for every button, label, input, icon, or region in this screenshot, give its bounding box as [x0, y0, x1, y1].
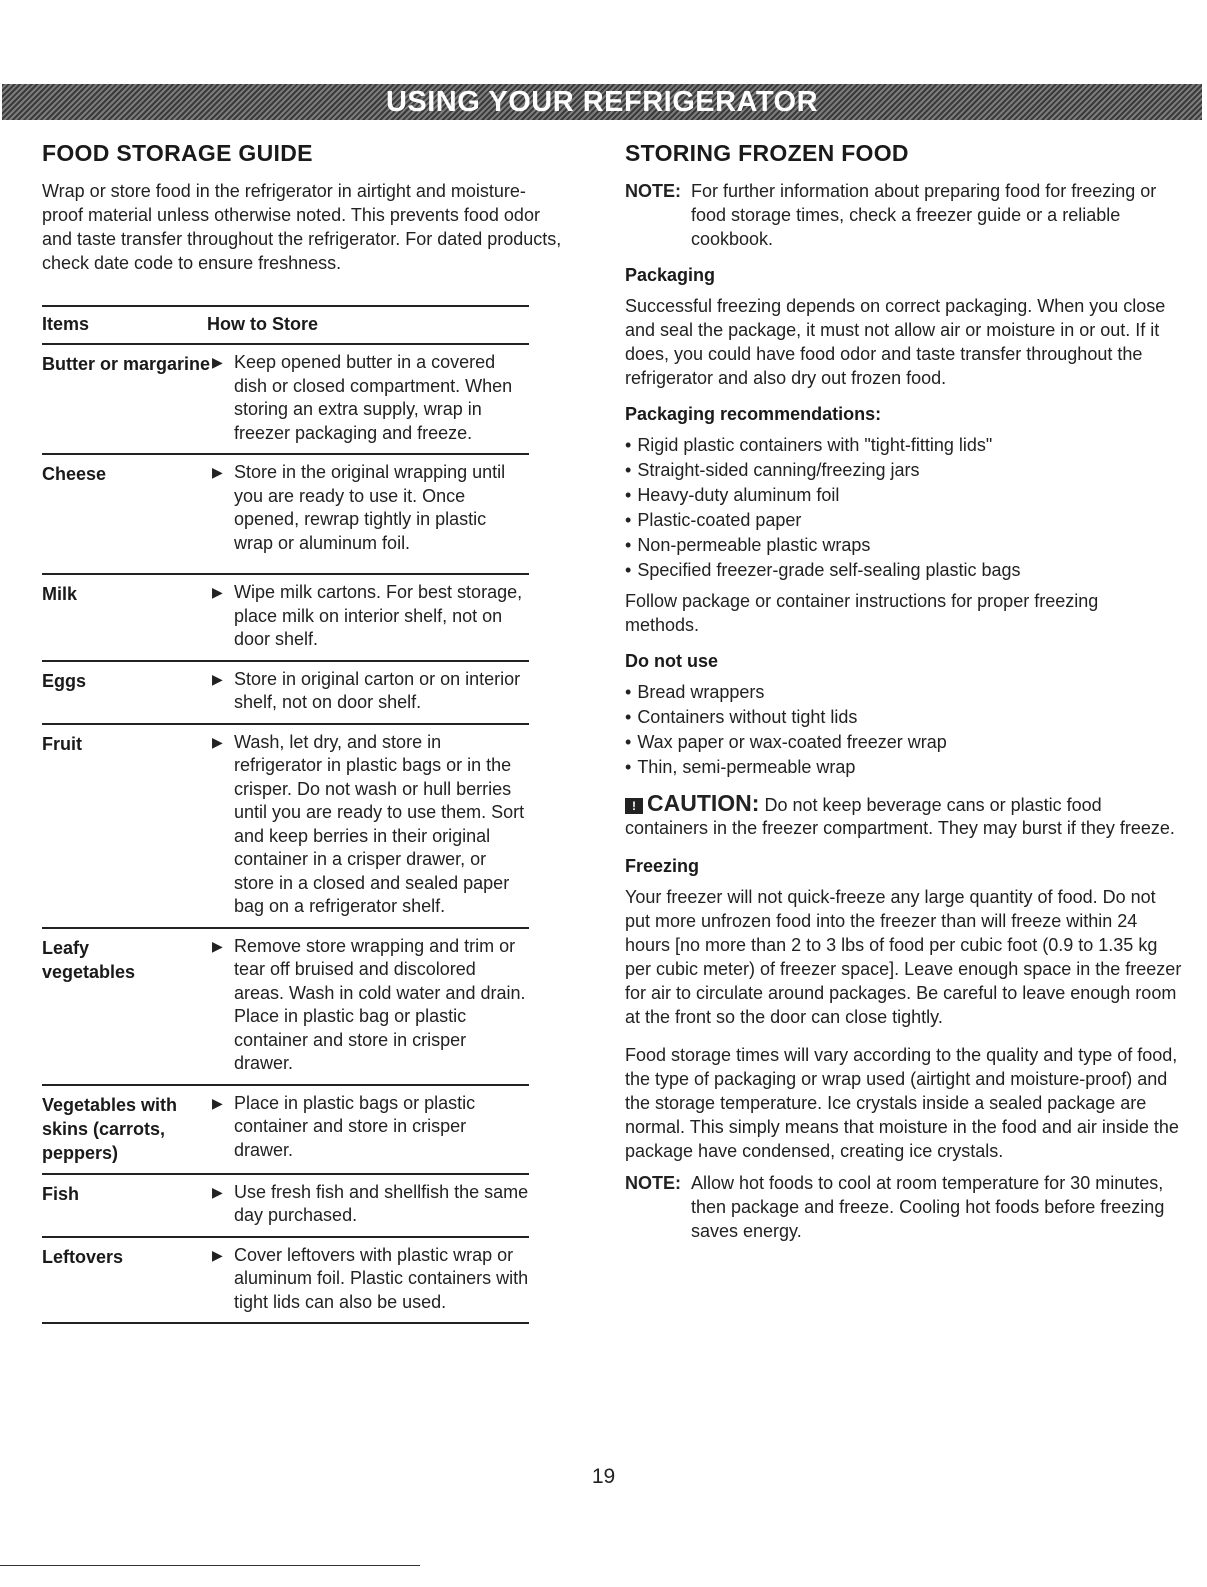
arrow-icon: ▶: [212, 1183, 223, 1200]
food-storage-guide: [42, 140, 562, 1324]
list-item: • Thin, semi-permeable wrap: [625, 755, 1185, 780]
arrow-icon: ▶: [212, 584, 223, 600]
table-header: [42, 305, 529, 345]
packaging-heading: Packaging: [625, 265, 716, 285]
row-item: Cheese: [42, 464, 107, 484]
note-cooling: [625, 1171, 1185, 1243]
list-item: • Rigid plastic containers with "tight-fitting lids": [625, 433, 1185, 458]
note-label: NOTE:: [625, 1173, 681, 1193]
note-further-info: [625, 179, 1185, 251]
row-item: Leftovers: [42, 1246, 124, 1267]
row-how: Use fresh fish and shellfish the same day purchased.: [234, 1181, 529, 1225]
header-items: Items: [42, 314, 90, 334]
caution-block: [625, 792, 1185, 840]
table-row: [42, 1086, 529, 1175]
note-label: NOTE:: [625, 181, 681, 201]
row-item: Vegetables with skins (carrots, peppers): [42, 1094, 178, 1163]
banner-title: USING YOUR REFRIGERATOR: [385, 85, 819, 118]
table-row: [42, 1175, 529, 1238]
list-item: • Straight-sided canning/freezing jars: [625, 458, 1185, 483]
row-item: Milk: [42, 584, 78, 604]
row-how: Remove store wrapping and trim or tear off bruised and discolored areas. Wash in cold water and drain. Place in plastic bag or plastic container and store in crisper drawer.: [234, 935, 526, 1073]
row-how: Keep opened butter in a covered dish or closed compartment. When storing an extra supply, wrap in freezer packaging and freeze.: [234, 352, 513, 443]
row-how: Place in plastic bags or plastic container and store in crisper drawer.: [234, 1092, 476, 1160]
caution-label: CAUTION:: [647, 790, 760, 816]
row-how: Wash, let dry, and store in refrigerator in plastic bags or in the crisper. Do not wash or hull berries until you are ready to use them. Sort and keep berries in their original container in a crisper drawer, or store in a closed and sealed paper bag on a refrigerator shelf.: [234, 731, 525, 916]
do-not-use-list: [625, 680, 1185, 780]
table-row: [42, 345, 529, 455]
footer-divider: [0, 1565, 420, 1566]
header-how-to-store: How to Store: [207, 314, 318, 334]
list-item: • Heavy-duty aluminum foil: [625, 483, 1185, 508]
frozen-food-title: STORING FROZEN FOOD: [625, 140, 909, 166]
note-text: Allow hot foods to cool at room temperature for 30 minutes, then package and freeze. Cooling hot foods before freezing saves energy.: [691, 1173, 1165, 1241]
arrow-icon: ▶: [212, 1094, 223, 1111]
storing-frozen-food: [625, 140, 1185, 1243]
follow-instructions: Follow package or container instructions for proper freezing methods.: [625, 591, 1099, 635]
food-storage-title: FOOD STORAGE GUIDE: [42, 140, 313, 166]
list-item: • Plastic-coated paper: [625, 508, 1185, 533]
row-item: Leafy vegetables: [42, 937, 136, 982]
packaging-text: Successful freezing depends on correct packaging. When you close and seal the package, it must not allow air or moisture in or out. If it does, you could have food odor and taste transfer throughout the refrigerator and also dry out frozen food.: [625, 296, 1166, 388]
arrow-icon: ▶: [212, 733, 223, 750]
do-not-use-heading: Do not use: [625, 651, 718, 671]
list-item: • Containers without tight lids: [625, 705, 1185, 730]
list-item: • Bread wrappers: [625, 680, 1185, 705]
freezing-text: Your freezer will not quick-freeze any large quantity of food. Do not put more unfrozen food into the freezer than will freeze within 24 hours [no more than 2 to 3 lbs of food per cubic foot (0.9 to 1.35 kg per cubic meter) of freezer space]. Leave enough space in the freezer for air to circulate around packages. Be careful to leave enough room at the front so the door can close tightly.: [625, 887, 1182, 1027]
section-banner: [2, 84, 1202, 120]
food-storage-intro: Wrap or store food in the refrigerator in airtight and moisture-proof material unless otherwise noted. This prevents food odor and taste transfer throughout the refrigerator. For dated products, check date code to ensure freshness.: [42, 181, 562, 273]
row-item: Butter or margarine: [42, 354, 211, 374]
row-item: Eggs: [42, 670, 87, 691]
table-row: [42, 929, 529, 1086]
storage-times-text: Food storage times will vary according to the quality and type of food, the type of packaging or wrap used (airtight and moisture-proof) and the storage temperature. Ice crystals inside a sealed package are normal. This simply means that moisture in the food and air inside the package have condensed, creating ice crystals.: [625, 1045, 1179, 1161]
recommendations-list: [625, 433, 1185, 583]
warning-icon: !: [625, 798, 643, 814]
table-row: [42, 725, 529, 929]
table-row: [42, 455, 529, 575]
caution-text: Do not keep beverage cans or plastic food containers in the freezer compartment. They may burst if they freeze.: [625, 795, 1175, 838]
table-row: [42, 662, 529, 725]
storage-table: [42, 305, 529, 1324]
freezing-heading: Freezing: [625, 856, 700, 876]
row-how: Store in original carton or on interior shelf, not on door shelf.: [234, 668, 521, 712]
list-item: • Wax paper or wax-coated freezer wrap: [625, 730, 1185, 755]
arrow-icon: ▶: [212, 670, 223, 687]
note-text: For further information about preparing food for freezing or food storage times, check a freezer guide or a reliable cookbook.: [691, 181, 1157, 249]
row-item: Fish: [42, 1183, 80, 1204]
page-number: 19: [591, 1465, 616, 1488]
row-how: Store in the original wrapping until you are ready to use it. Once opened, rewrap tightly in plastic wrap or aluminum foil.: [234, 462, 506, 553]
table-row: [42, 1238, 529, 1325]
row-how: Cover leftovers with plastic wrap or aluminum foil. Plastic containers with tight lids can also be used.: [234, 1244, 529, 1312]
table-row: [42, 575, 529, 662]
arrow-icon: ▶: [212, 937, 223, 954]
arrow-icon: ▶: [212, 1246, 223, 1263]
recommendations-heading: Packaging recommendations:: [625, 404, 882, 424]
arrow-icon: ▶: [212, 464, 223, 480]
row-how: Wipe milk cartons. For best storage, place milk on interior shelf, not on door shelf.: [234, 582, 523, 649]
list-item: • Non-permeable plastic wraps: [625, 533, 1185, 558]
list-item: • Specified freezer-grade self-sealing plastic bags: [625, 558, 1185, 583]
arrow-icon: ▶: [212, 354, 223, 370]
row-item: Fruit: [42, 733, 82, 754]
